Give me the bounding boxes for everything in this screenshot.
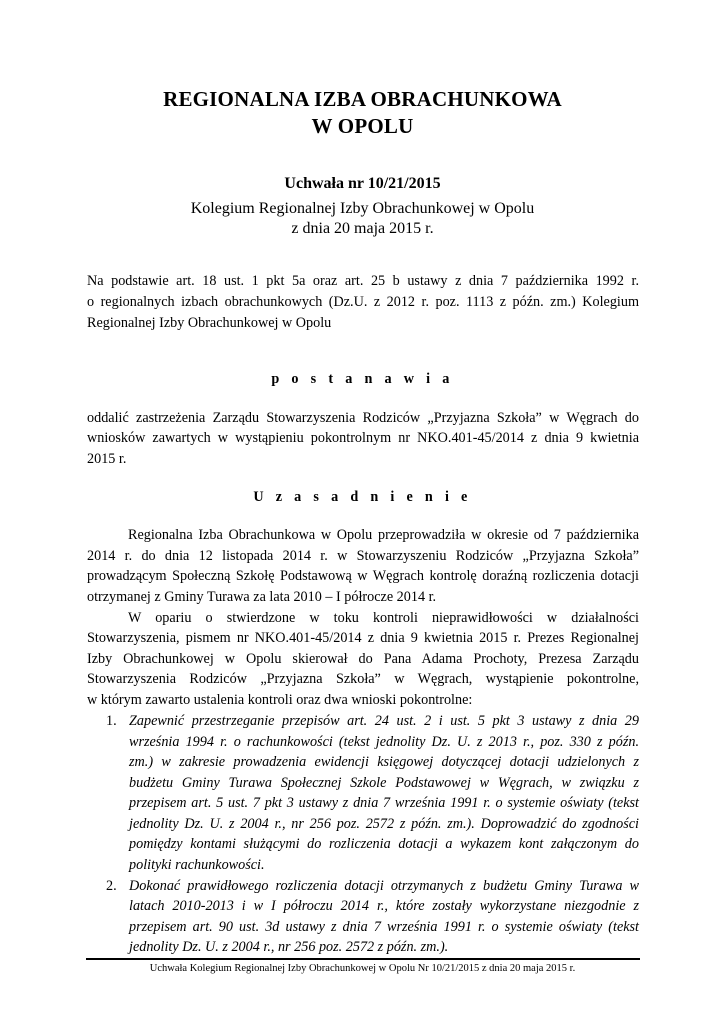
list-item-line: jednolity Dz. U. z 2004 r., nr 256 poz. 2572 z późn. zm.). — [129, 939, 449, 955]
list-item-line: przepisem art. 5 ust. 7 pkt 3 ustawy z dnia 7 września 1991 r. o systemie oświaty (tekst — [129, 795, 639, 811]
list-item-line: września 1994 r. o rachunkowości (tekst jednolity Dz. U. z 2013 r., poz. 330 z późn. — [129, 734, 639, 750]
resolution-title: Uchwała nr 10/21/2015 — [284, 175, 441, 192]
institution-name-line2: W OPOLU — [311, 114, 414, 138]
resolution-issuer: Kolegium Regionalnej Izby Obrachunkowej w Opolu — [190, 200, 535, 217]
preamble-line: Regionalnej Izby Obrachunkowej w Opolu — [87, 315, 332, 331]
decides-heading: p o s t a n a w i a — [271, 371, 454, 387]
list-item-line: polityki rachunkowości. — [129, 857, 265, 873]
decision-line: wniosków zawartych w wystąpieniu pokontrolnym nr NKO.401-45/2014 z dnia 9 kwietnia — [87, 430, 639, 446]
page-footer: Uchwała Kolegium Regionalnej Izby Obrachunkowej w Opolu Nr 10/21/2015 z dnia 20 maja 2015 r. — [149, 963, 576, 974]
paragraph-line: Stowarzyszenia, pismem nr NKO.401-45/2014 z dnia 9 kwietnia 2015 r. Prezes Regionalnej — [87, 630, 639, 646]
paragraph-line: otrzymanej z Gminy Turawa za lata 2010 – I półrocze 2014 r. — [87, 589, 437, 605]
list-number: 2. — [106, 878, 117, 894]
paragraph-line: 2014 r. do dnia 12 listopada 2014 r. w Stowarzyszeniu Rodziców „Przyjazna Szkoła” — [87, 548, 639, 564]
list-item-line: latach 2010-2013 i w I półroczu 2014 r., które zostały wykorzystane niezgodnie z — [129, 898, 639, 914]
list-number: 1. — [106, 713, 117, 729]
list-item-line: budżetu Gminy Turawa Społecznej Szkole Podstawowej w Węgrach, w związku z — [129, 775, 639, 791]
list-item-line: jednolity Dz. U. z 2004 r., nr 256 poz. 2572 z późn. zm.). Doprowadzić do zgodności — [129, 816, 639, 832]
preamble-line: Na podstawie art. 18 ust. 1 pkt 5a oraz art. 25 b ustawy z dnia 7 października 1992 r. — [87, 273, 639, 289]
paragraph-line: prowadzącym Społeczną Szkołę Podstawową w Węgrach kontrolę doraźną rozliczenia dotacji — [87, 568, 639, 584]
decision-line: 2015 r. — [87, 451, 127, 467]
institution-name-line1: REGIONALNA IZBA OBRACHUNKOWA — [163, 87, 562, 111]
resolution-date: z dnia 20 maja 2015 r. — [291, 220, 434, 237]
paragraph-line: Izby Obrachunkowej w Opolu skierował do Pana Adama Prochoty, Prezesa Zarządu — [87, 651, 639, 667]
list-item-line: przepisem art. 90 ust. 3d ustawy z dnia 7 września 1991 r. o systemie oświaty (tekst — [129, 919, 639, 935]
justification-heading: U z a s a d n i e n i e — [253, 489, 472, 505]
footer-divider — [86, 958, 640, 960]
list-item-line: Zapewnić przestrzeganie przepisów art. 24 ust. 2 i ust. 5 pkt 3 ustawy z dnia 29 — [129, 713, 639, 729]
paragraph-line: w którym zawarto ustalenia kontroli oraz dwa wnioski pokontrolne: — [87, 692, 473, 708]
list-item-line: zm.) w zakresie prowadzenia ewidencji księgowej dotyczącej dotacji udzielonych z — [129, 754, 639, 770]
decision-line: oddalić zastrzeżenia Zarządu Stowarzyszenia Rodziców „Przyjazna Szkoła” w Węgrach do — [87, 410, 639, 426]
paragraph-line: Stowarzyszenia Rodziców „Przyjazna Szkoła” w Węgrach, wystąpienie pokontrolne, — [87, 671, 639, 687]
list-item-line: Dokonać prawidłowego rozliczenia dotacji otrzymanych z budżetu Gminy Turawa w — [129, 878, 639, 894]
paragraph-line: Regionalna Izba Obrachunkowa w Opolu przeprowadziła w okresie od 7 października — [128, 527, 639, 543]
list-item-line: pomiędzy kontami służącymi do rozliczenia dotacji a wykazem kont załączonym do — [129, 836, 639, 852]
paragraph-line: W opariu o stwierdzone w toku kontroli nieprawidłowości w działalności — [128, 610, 639, 626]
preamble-line: o regionalnych izbach obrachunkowych (Dz.U. z 2012 r. poz. 1113 z późn. zm.) Kolegium — [87, 294, 639, 310]
